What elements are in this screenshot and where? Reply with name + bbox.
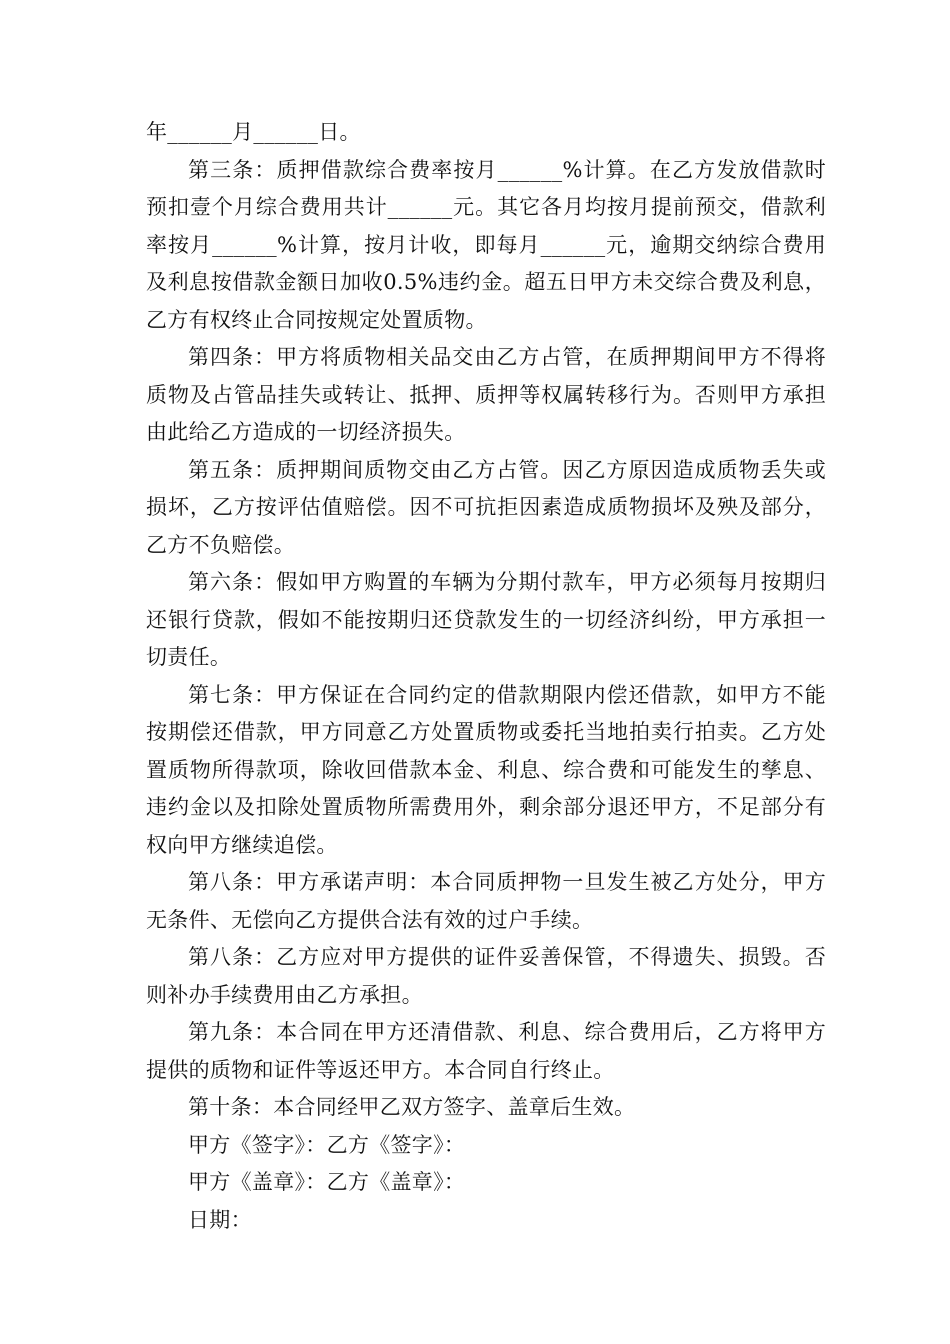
article-8a: 第八条：甲方承诺声明：本合同质押物一旦发生被乙方处分，甲方无条件、无偿向乙方提供合法有效的过户手续。 (146, 870, 826, 932)
article-7: 第七条：甲方保证在合同约定的借款期限内偿还借款，如甲方不能按期偿还借款，甲方同意乙方处置质物或委托当地拍卖行拍卖。乙方处置质物所得款项，除收回借款本金、利息、综合费和可能发生的孳息、违约金以及扣除处置质物所需费用外，剩余部分退还甲方，不足部分有权向甲方继续追偿。 (146, 682, 826, 857)
article-6: 第六条：假如甲方购置的车辆为分期付款车，甲方必须每月按期归还银行贷款，假如不能按期归还贷款发生的一切经济纠纷，甲方承担一切责任。 (146, 570, 826, 669)
article-5: 第五条：质押期间质物交由乙方占管。因乙方原因造成质物丢失或损坏，乙方按评估值赔偿。因不可抗拒因素造成质物损坏及殃及部分，乙方不负赔偿。 (146, 457, 826, 557)
seal-line: 甲方《盖章》：乙方《盖章》： (188, 1170, 466, 1194)
article-4: 第四条：甲方将质物相关品交由乙方占管，在质押期间甲方不得将质物及占管品挂失或转让、抵押、质押等权属转移行为。否则甲方承担由此给乙方造成的一切经济损失。 (146, 345, 826, 444)
article-10: 第十条：本合同经甲乙双方签字、盖章后生效。 (188, 1095, 636, 1119)
article-9: 第九条：本合同在甲方还清借款、利息、综合费用后，乙方将甲方提供的质物和证件等返还甲方。本合同自行终止。 (146, 1020, 826, 1082)
signature-line: 甲方《签字》：乙方《签字》： (188, 1132, 466, 1157)
date-label: 日期： (188, 1207, 252, 1232)
article-3: 第三条：质押借款综合费率按月______%计算。在乙方发放借款时预扣壹个月综合费用共计______元。其它各月均按月提前预交，借款利率按月______%计算，按月计收，即每月______元，逾期交纳综合费用及利息按借款金额日加收0.5%违约金。超五日甲方未交综合费及利息，乙方有权终止合同按规定处置质物。 (146, 157, 826, 332)
document-body (146, 114, 826, 1239)
date-line: 年______月______日。 (146, 120, 361, 144)
article-8b: 第八条：乙方应对甲方提供的证件妥善保管，不得遗失、损毁。否则补办手续费用由乙方承担。 (146, 945, 826, 1007)
